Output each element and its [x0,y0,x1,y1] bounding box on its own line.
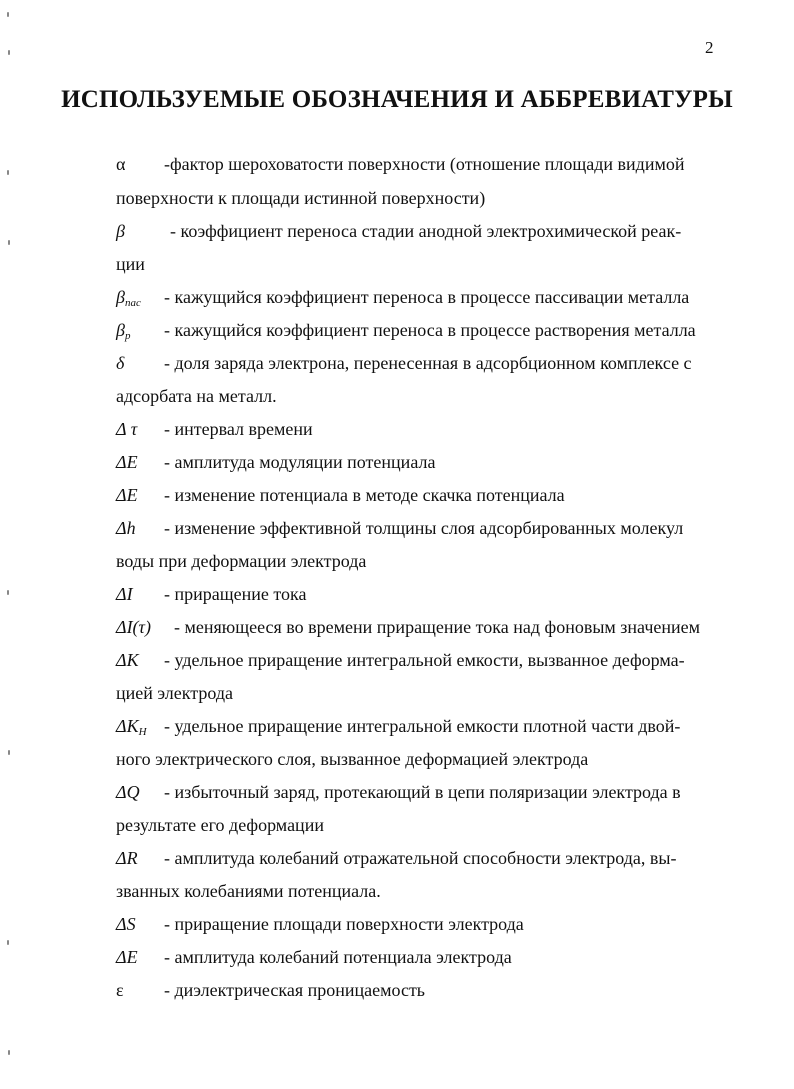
entry-continuation: воды при деформации электрода [116,551,367,571]
entry-symbol: ΔE [116,947,138,967]
scan-speck [8,50,10,55]
page-number: 2 [705,38,714,57]
page-title: ИСПОЛЬЗУЕМЫЕ ОБОЗНАЧЕНИЯ И АББРЕВИАТУРЫ [61,86,733,113]
scan-speck [8,750,10,755]
entry-symbol: Δh [116,518,136,538]
list-item [116,352,736,374]
entry-description: - коэффициент переноса стадии анодной электрохимической реак- [170,221,682,241]
list-item [116,319,736,347]
entry-description: - кажущийся коэффициент переноса в процессе пассивации металла [164,287,690,307]
entry-subscript: H [138,726,147,738]
list-item [116,418,736,440]
list-item [116,220,736,242]
list-item [116,286,736,314]
entry-symbol: β [116,287,125,307]
list-item [116,451,736,473]
entry-continuation: цией электрода [116,683,233,703]
list-item [116,715,736,743]
entry-description: - приращение площади поверхности электрода [164,914,524,934]
scan-speck [8,240,10,245]
list-item [116,979,736,1001]
entry-symbol: Δ τ [116,419,138,439]
entry-symbol: ΔR [116,848,138,868]
entry-description: - доля заряда электрона, перенесенная в адсорбционном комплексе с [164,353,692,373]
list-item [116,946,736,968]
entry-symbol: ΔK [116,650,139,670]
entry-continuation: званных колебаниями потенциала. [116,881,381,901]
entry-description: - кажущийся коэффициент переноса в процессе растворения металла [164,320,696,340]
scan-speck [7,12,9,17]
entry-description: - удельное приращение интегральной емкости плотной части двой- [164,716,681,736]
list-item [116,781,736,803]
entry-symbol: β [116,221,125,241]
entry-continuation: адсорбата на металл. [116,386,277,406]
scan-speck [8,1050,10,1055]
entry-description: - изменение потенциала в методе скачка потенциала [164,485,565,505]
entry-symbol: α [116,154,126,174]
entry-symbol: ΔE [116,485,138,505]
list-item [116,649,736,671]
entry-continuation: ции [116,254,145,274]
entry-subscript: пас [124,297,141,309]
list-item [116,847,736,869]
entry-symbol: ΔE [116,452,138,472]
entry-description: - амплитуда модуляции потенциала [164,452,436,472]
entry-description: - интервал времени [164,419,313,439]
entry-continuation: поверхности к площади истинной поверхности) [116,188,486,208]
entry-description: - приращение тока [164,584,307,604]
entry-symbol: β [116,320,125,340]
entry-symbol: ΔK [116,716,139,736]
list-item [116,913,736,935]
entry-symbol: ε [116,980,124,1000]
entry-symbol: ΔS [116,914,136,934]
list-item [116,583,736,605]
list-item [116,153,736,175]
entry-description: - амплитуда колебаний отражательной способности электрода, вы- [164,848,677,868]
list-item [116,484,736,506]
entry-description: - изменение эффективной толщины слоя адсорбированных молекул [164,518,684,538]
entry-description: -фактор шероховатости поверхности (отношение площади видимой [164,154,685,174]
entry-symbol: δ [116,353,125,373]
entry-description: - амплитуда колебаний потенциала электрода [164,947,512,967]
entry-symbol: ΔI [116,584,133,604]
entry-continuation: ного электрического слоя, вызванное деформацией электрода [116,749,589,769]
entry-description: - меняющееся во времени приращение тока над фоновым значением [174,617,701,637]
entry-description: - диэлектрическая проницаемость [164,980,426,1000]
scan-speck [7,170,9,175]
entry-continuation: результате его деформации [116,815,324,835]
list-item [116,616,736,638]
entry-description: - избыточный заряд, протекающий в цепи поляризации электрода в [164,782,681,802]
list-item [116,517,736,539]
entry-symbol: ΔQ [116,782,140,802]
entry-description: - удельное приращение интегральной емкости, вызванное деформа- [164,650,685,670]
entry-subscript: р [124,330,131,342]
entry-symbol: ΔI(τ) [116,617,151,637]
scan-speck [7,940,9,945]
scan-speck [7,590,9,595]
